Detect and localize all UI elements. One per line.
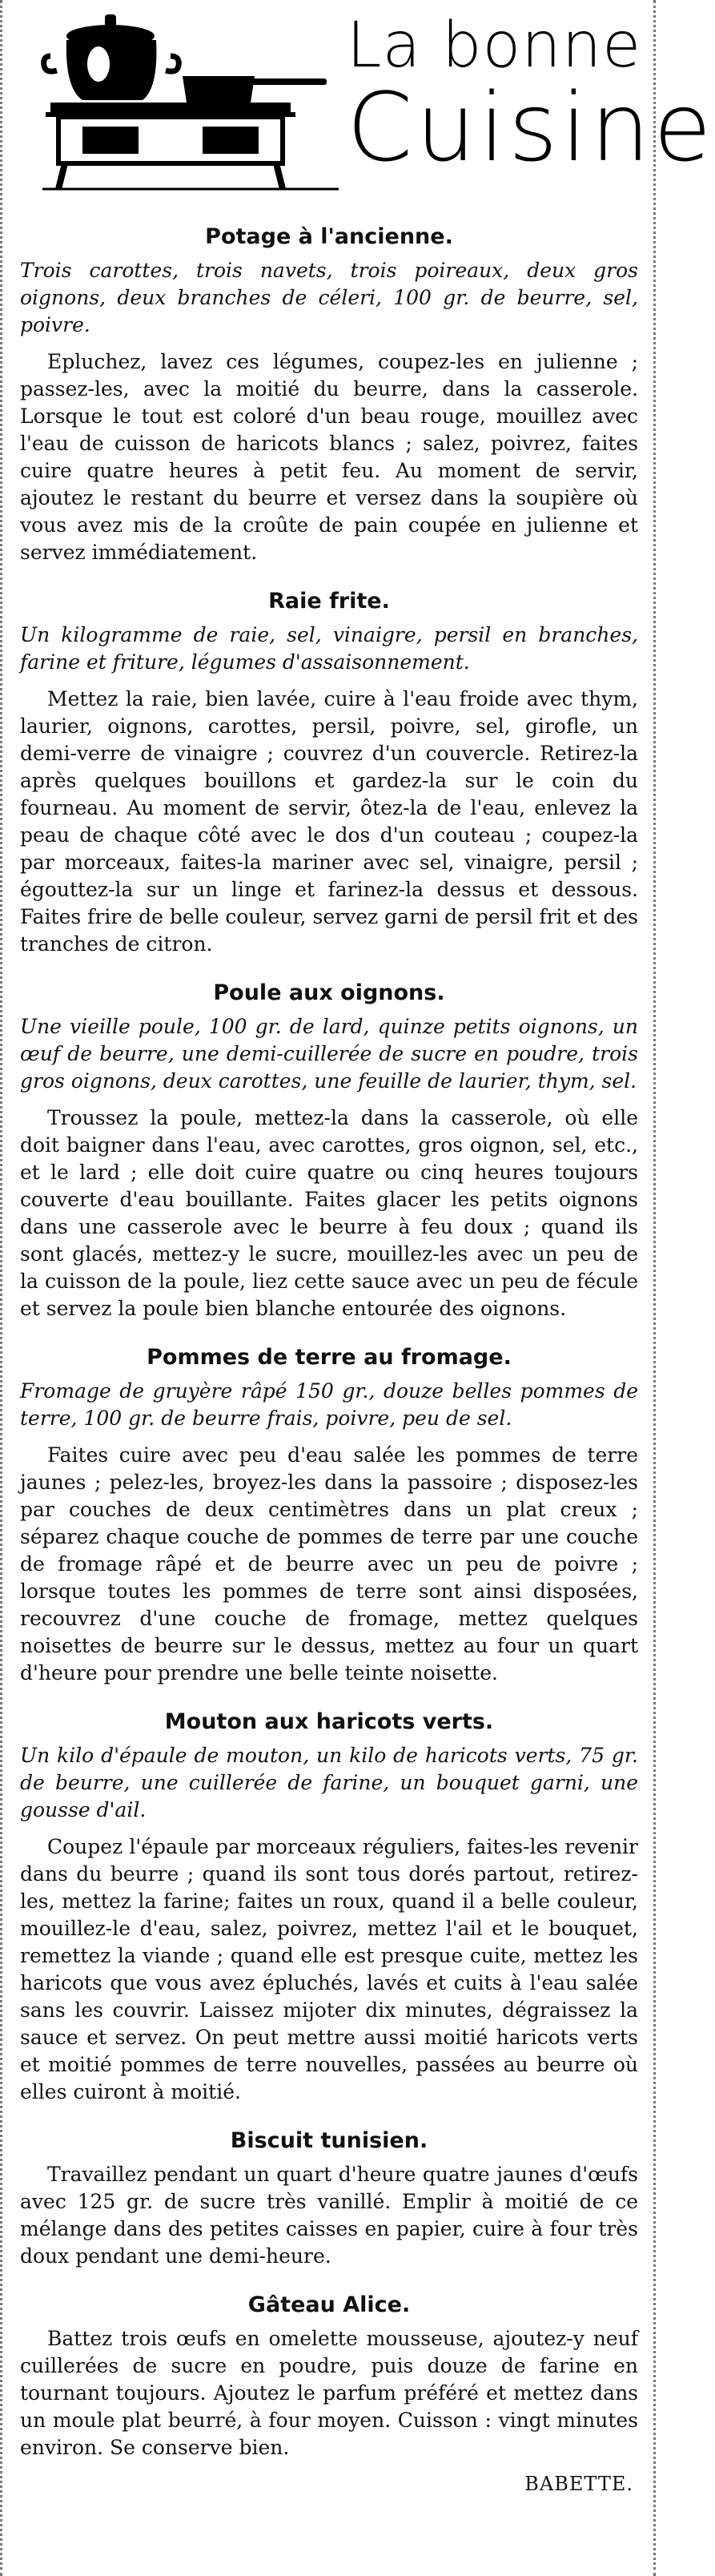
recipe-instructions: Faites cuire avec peu d'eau salée les pommes de terre jaunes ; pelez-les, broyez-les dans la passoire ; disposez-les par couches de deux centimètres dans un plat creux ; séparez chaque couche de pommes de terre par une couche de fromage râpé et de beurre avec un peu de poivre ; lorsque toutes les pommes de terre sont ainsi disposées, recouvrez d'une couche de fromage, mettez quelques noisettes de beurre sur le dessus, mettez au four un quart d'heure pour prendre une belle teinte noisette. bbox=[20, 1443, 638, 1684]
recipe-instructions: Battez trois œufs en omelette mousseuse, ajoutez-y neuf cuillerées de sucre en poudre, puis douze de farine en tournant toujours. Ajoutez le parfum préféré et mettez dans un moule plat beurré, à four moyen. Cuisson : vingt minutes environ. Se conserve bien. bbox=[20, 2327, 638, 2459]
recipe-instructions: Coupez l'épaule par morceaux réguliers, faites-les revenir dans du beurre ; quand ils sont tous dorés partout, retirez-les, mettez la farine; faites un roux, quand il a belle couleur, mouillez-le d'eau, salez, poivrez, mettez l'ail et le bouquet, remettez la viande ; quand elle est presque cuite, mettez les haricots que vous avez épluchés, lavés et cuits à l'eau salée sans les couvrir. Laissez mijoter dix minutes, dégraissez la sauce et servez. On peut mettre aussi moitié haricots verts et moitié pommes de terre nouvelles, passées au beurre où elles cuiront à moitié. bbox=[20, 1835, 638, 2103]
recipe-title: Mouton aux haricots verts. bbox=[164, 1709, 494, 1734]
masthead-title bbox=[347, 10, 715, 183]
recipe-title: Pommes de terre au fromage. bbox=[147, 1345, 512, 1370]
author-signature: BABETTE. bbox=[524, 2473, 633, 2495]
recipe-ingredients: Un kilo d'épaule de mouton, un kilo de haricots verts, 75 gr. de beurre, une cuillerée de farine, un bouquet garni, une gousse d'ail. bbox=[20, 1744, 638, 1821]
recipe-ingredients: Un kilogramme de raie, sel, vinaigre, persil en branches, farine et friture, légumes d'assaisonnement. bbox=[20, 623, 638, 674]
recipe-title: Poule aux oignons. bbox=[213, 980, 445, 1005]
masthead-title-line2: Cuisine bbox=[347, 72, 715, 183]
recipe bbox=[20, 589, 638, 958]
recipe-ingredients: Une vieille poule, 100 gr. de lard, quinze petits oignons, un œuf de beurre, une demi-cuillerée de sucre en poudre, trois gros oignons, deux carottes, une feuille de laurier, thym, sel. bbox=[20, 1015, 638, 1093]
recipe-instructions: Mettez la raie, bien lavée, cuire à l'eau froide avec thym, laurier, oignons, carottes, persil, poivre, sel, girofle, un demi-verre de vinaigre ; couvrez d'un couvercle. Retirez-la après quelques bouillons et gardez-la sur le coin du fourneau. Au moment de servir, ôtez-la de l'eau, enlevez la peau de chaque côté avec le dos d'un couteau ; coupez-la par morceaux, faites-la mariner avec sel, vinaigre, persil ; égouttez-la sur un linge et farinez-la dessus et dessous. Faites frire de belle couleur, servez garni de persil frit et des tranches de citron. bbox=[20, 687, 638, 956]
recipe-instructions: Travaillez pendant un quart d'heure quatre jaunes d'œufs avec 125 gr. de sucre très vanillé. Emplir à moitié de ce mélange dans des petites caisses en papier, cuire à four très doux pendant une demi-heure. bbox=[20, 2163, 638, 2268]
recipe bbox=[20, 980, 638, 1322]
recipe-title: Biscuit tunisien. bbox=[230, 2128, 428, 2153]
recipe bbox=[20, 1345, 638, 1687]
stove-pot-illustration bbox=[34, 0, 355, 192]
recipe-instructions: Epluchez, lavez ces légumes, coupez-les en julienne ; passez-les, avec la moitié du beurre, dans la casserole. Lorsque le tout est coloré d'un beau rouge, mouillez avec l'eau de cuisson de haricots blancs ; salez, poivrez, faites cuire quatre heures à petit feu. Au moment de servir, ajoutez le restant du beurre et versez dans la soupière où vous avez mis de la croûte de pain coupée en julienne et servez immédiatement. bbox=[20, 350, 638, 564]
recipe-list bbox=[20, 224, 638, 2495]
recipe bbox=[20, 2128, 638, 2270]
recipe-title: Potage à l'ancienne. bbox=[205, 224, 453, 249]
recipe bbox=[20, 224, 638, 566]
recipe-ingredients: Trois carottes, trois navets, trois poireaux, deux gros oignons, deux branches de céleri, 100 gr. de beurre, sel, poivre. bbox=[20, 259, 638, 336]
recipe-title: Gâteau Alice. bbox=[247, 2292, 411, 2317]
recipe-ingredients: Fromage de gruyère râpé 150 gr., douze belles pommes de terre, 100 gr. de beurre frais, poivre, peu de sel. bbox=[20, 1379, 638, 1430]
recipe-instructions: Troussez la poule, mettez-la dans la casserole, où elle doit baigner dans l'eau, avec carottes, gros oignon, sel, etc., et le lard ; elle doit cuire quatre ou cinq heures toujours couverte d'eau bouillante. Faites glacer les petits oignons dans une casserole avec le beurre à feu doux ; quand ils sont glacés, mettez-y le sucre, mouillez-les avec un peu de la cuisson de la poule, liez cette sauce avec un peu de fécule et servez la poule bien blanche entourée des oignons. bbox=[20, 1106, 638, 1320]
recipe bbox=[20, 1709, 638, 2106]
masthead bbox=[34, 0, 715, 192]
recipe-title: Raie frite. bbox=[268, 589, 390, 614]
recipe bbox=[20, 2292, 638, 2461]
masthead-title-line1: La bonne bbox=[347, 10, 642, 82]
